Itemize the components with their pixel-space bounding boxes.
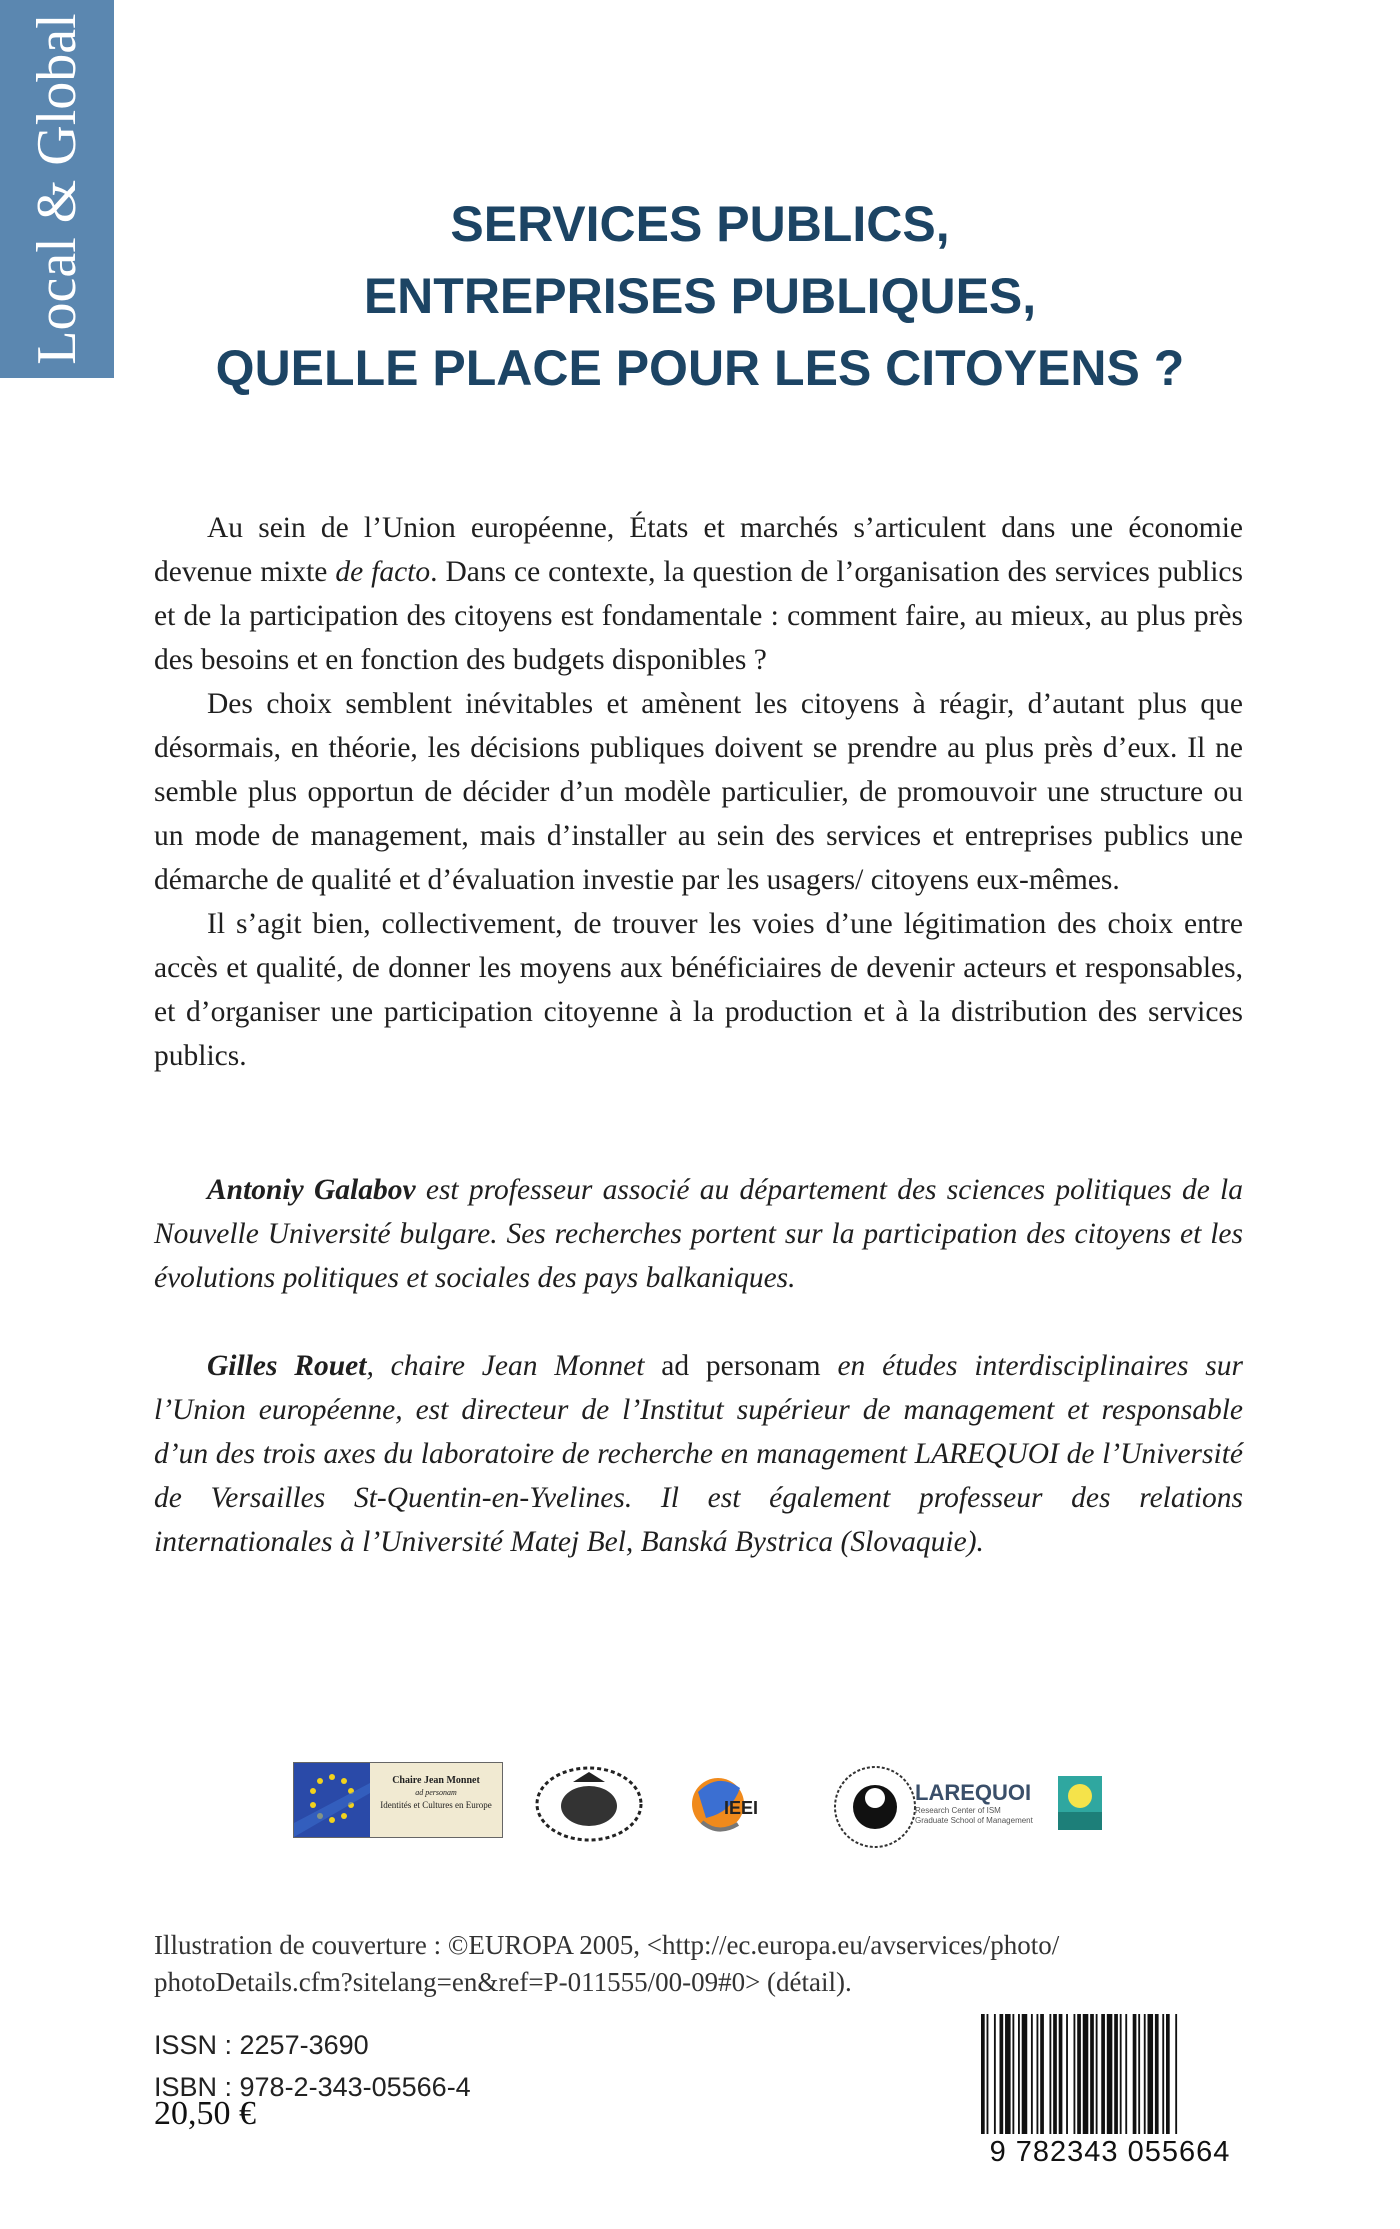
title-line-3: QUELLE PLACE POUR LES CITOYENS ? [215,340,1185,396]
larequoi-logo [915,1780,1055,1826]
series-band [0,0,114,378]
barcode [975,2010,1245,2168]
logo-text: Graduate School of Management [915,1816,1033,1825]
author-bio-1 [154,1168,1243,1300]
credit-line: photoDetails.cfm?sitelang=en&ref=P-011555/00-09#0> (détail). [154,1967,852,1997]
author-name: Antoniy Galabov [207,1174,416,1206]
author-bio-2 [154,1344,1243,1564]
logo-text: Identités et Cultures en Europe [380,1800,492,1810]
barcode-digits: 9 782343 055664 [989,2136,1231,2168]
cover-credit [154,1927,1154,2001]
logo-text: Research Center of ISM [915,1806,1001,1815]
blurb-text: . Dans ce contexte, la question de l’organisation des services publics et de la participation des citoyens est fondamentale : comment faire, au mieux, au plus près des besoins et en fonction des budgets disponibles ? [154,556,1244,676]
author-bio-text: en études interdisciplinaires sur l’Union européenne, est directeur de l’Institut supérieur de management et responsable d’un des trois axes du laboratoire de recherche en management LAREQUOI de l’Université de Versailles St-Quentin-en-Yvelines. Il est également professeur des relations internationales à l’Université Matej Bel, Banská Bystrica (Slovaquie). [154,1350,1244,1558]
book-title [130,188,1270,404]
blurb-emphasis: de facto [335,556,431,588]
blurb-paragraph-3: Il s’agit bien, collectivement, de trouver les voies d’une légitimation des choix entre accès et qualité, de donner les moyens aux bénéficiaires de devenir acteurs et responsables, et d’organiser une participation citoyenne à la production et à la distribution des services publics. [154,908,1243,1072]
issn: ISSN : 2257-3690 [154,2030,369,2060]
blurb-paragraph-2: Des choix semblent inévitables et amènent les citoyens à réagir, d’autant plus que désormais, en théorie, les décisions publiques doivent se prendre au plus près d’eux. Il ne semble plus opportun de décider d’un modèle particulier, de promouvoir une structure ou un mode de management, mais d’installer au sein des services et entreprises publics une démarche de qualité et d’évaluation investie par les usagers/ citoyens eux-mêmes. [154,688,1243,896]
eu-flag-icon [294,1763,370,1837]
isbn: ISBN : 978-2-343-05566-4 [154,2072,471,2102]
barcode-bars-icon [975,2010,1245,2136]
round-university-logo [825,1762,925,1857]
logo-text: Chaire Jean Monnet [392,1775,480,1786]
blurb [154,506,1243,1078]
logo-text: ad personam [415,1788,457,1797]
title-line-1: SERVICES PUBLICS, [450,196,950,252]
author-bio-text: ad personam [661,1350,821,1382]
logo-text: LAREQUOI [915,1780,1032,1805]
uvsq-logo [1058,1776,1102,1835]
series-name: Local & Global [26,13,88,365]
logo-text: IEEI [724,1798,759,1818]
credit-line: Illustration de couverture : ©EUROPA 2005, <http://ec.europa.eu/avservices/photo/ [154,1930,1060,1960]
university-seal-logo [533,1764,645,1849]
partner-logos [290,1762,1110,1856]
author-name: Gilles Rouet [207,1350,367,1382]
author-bio-text: est professeur associé au département des sciences politiques de la Nouvelle Université bulgare. Ses recherches portent sur la participation des citoyens et les évolutions politiques et sociales des pays balkaniques. [154,1174,1244,1294]
ieei-logo [688,1762,780,1853]
blurb-paragraph-1 [154,506,1243,682]
price: 20,50 € [154,2095,256,2132]
title-line-2: ENTREPRISES PUBLIQUES, [363,268,1037,324]
blurb-text: Au sein de l’Union européenne, États et marchés s’articulent dans une économie devenue mixte [154,512,1243,588]
author-bio-text: , chaire Jean Monnet [366,1350,662,1382]
jean-monnet-logo [293,1762,503,1838]
